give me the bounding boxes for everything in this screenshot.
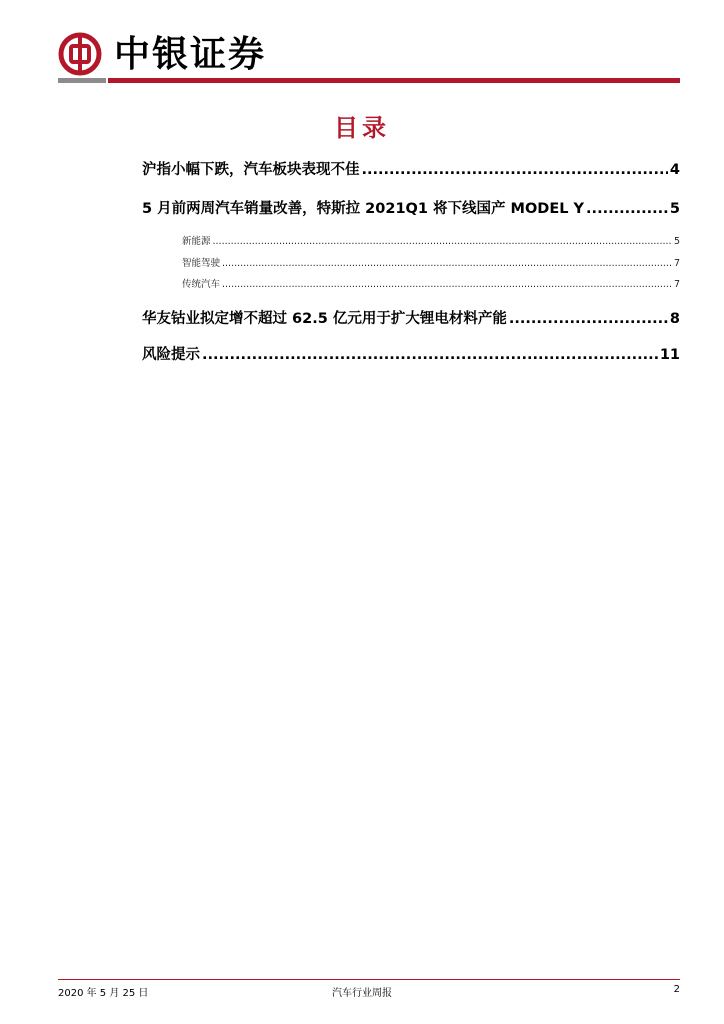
toc-entry-page: 8 <box>669 311 680 327</box>
footer-report-name: 汽车行业周报 <box>332 988 392 999</box>
brand-name: 中银证券 <box>114 33 267 75</box>
toc-entry-text: 智能驾驶 <box>182 258 221 269</box>
toc-subentry[interactable] <box>182 233 680 247</box>
toc-entry-page: 7 <box>673 279 680 290</box>
page-header <box>58 30 266 78</box>
toc-entry-page: 7 <box>673 258 680 269</box>
toc-subentry[interactable] <box>182 255 680 269</box>
toc-entry-page: 11 <box>659 347 680 363</box>
header-divider-gray <box>58 78 106 83</box>
toc-entry-page: 5 <box>669 201 680 217</box>
toc-leader-dots <box>362 162 668 178</box>
toc-subentry[interactable] <box>182 276 680 290</box>
bank-of-china-logo-icon <box>58 32 102 76</box>
toc-entry-text: 风险提示 <box>142 347 200 363</box>
toc-title: 目录 <box>334 114 390 142</box>
toc-leader-dots <box>202 347 658 363</box>
toc-leader-dots <box>222 258 672 269</box>
toc-leader-dots <box>586 201 668 217</box>
toc-entry[interactable] <box>142 197 680 218</box>
toc-entry-page: 4 <box>669 162 680 178</box>
toc-entry-text: 5 月前两周汽车销量改善，特斯拉 2021Q1 将下线国产 MODEL Y <box>142 201 585 217</box>
toc-entry-text: 沪指小幅下跌，汽车板块表现不佳 <box>142 162 360 178</box>
toc-leader-dots <box>222 279 672 290</box>
footer-page-number: 2 <box>673 984 680 995</box>
footer-date: 2020 年 5 月 25 日 <box>58 988 149 999</box>
toc-entry[interactable] <box>142 307 680 328</box>
toc-leader-dots <box>509 311 668 327</box>
toc-entry-text: 传统汽车 <box>182 279 221 290</box>
toc-leader-dots <box>213 236 672 247</box>
toc-entry-page: 5 <box>673 236 680 247</box>
toc-entry[interactable] <box>142 158 680 179</box>
footer-divider <box>58 979 680 980</box>
toc-entry[interactable] <box>142 343 680 364</box>
toc-entry-text: 华友钴业拟定增不超过 62.5 亿元用于扩大锂电材料产能 <box>142 311 507 327</box>
toc-entry-text: 新能源 <box>182 236 211 247</box>
header-divider-red <box>108 78 680 83</box>
